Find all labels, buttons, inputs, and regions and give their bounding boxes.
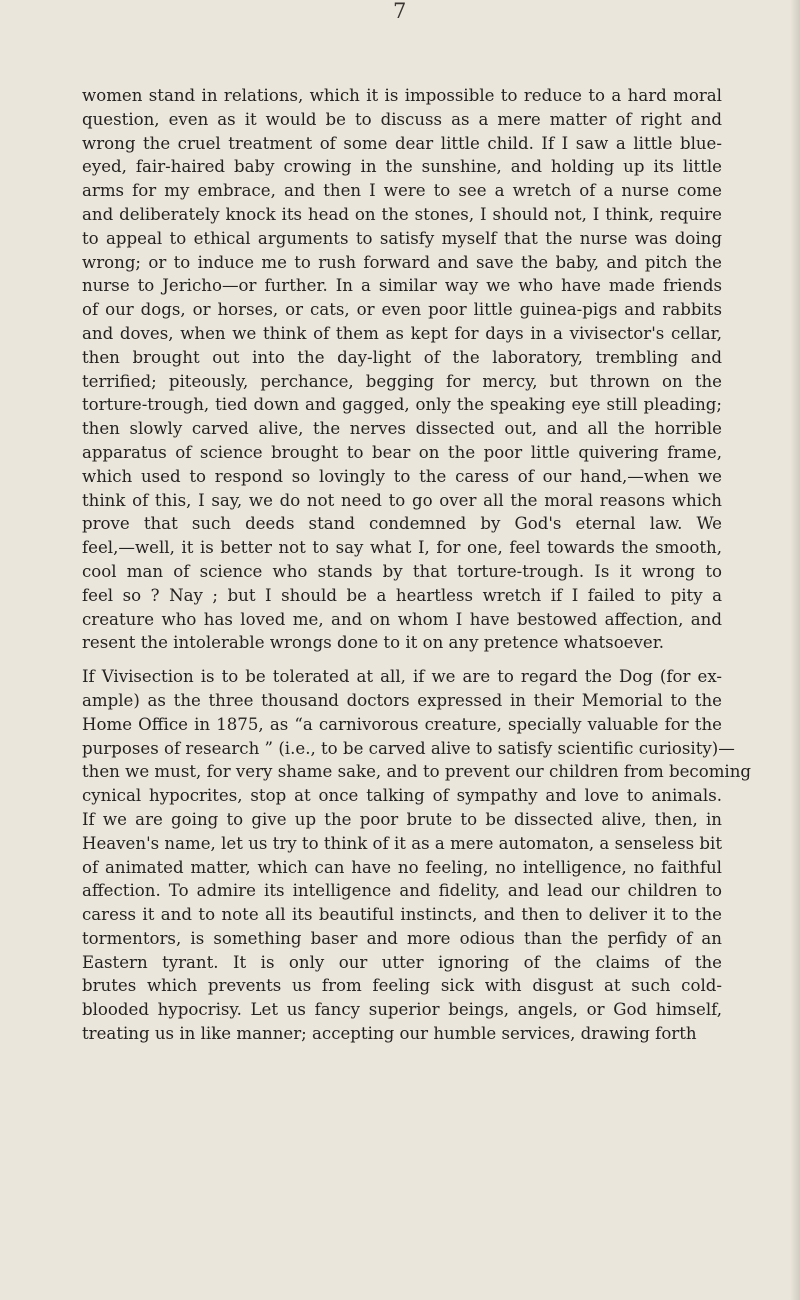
- text-line: Heaven's name, let us try to think of it as a mere automaton, a senseless bit: [82, 833, 722, 853]
- text-line: cool man of science who stands by that torture-trough. Is it wrong to: [82, 561, 722, 581]
- text-line: brutes which prevents us from feeling sick with disgust at such cold-: [82, 976, 722, 996]
- text-line: creature who has loved me, and on whom I have bestowed affection, and: [82, 609, 722, 629]
- text-line: apparatus of science brought to bear on the poor little quivering frame,: [82, 442, 722, 462]
- text-line: wrong; or to induce me to rush forward and save the baby, and pitch the: [82, 252, 722, 272]
- text-line: ample) as the three thousand doctors expressed in their Memorial to the: [82, 690, 722, 710]
- text-line: then slowly carved alive, the nerves dissected out, and all the horrible: [82, 419, 722, 439]
- text-line: wrong the cruel treatment of some dear little child. If I saw a little blue-: [82, 133, 722, 153]
- text-line: blooded hypocrisy. Let us fancy superior beings, angels, or God himself,: [82, 1000, 722, 1020]
- text-line: resent the intolerable wrongs done to it on any pretence whatsoever.: [82, 633, 665, 653]
- text-line: nurse to Jericho—or further. In a similar way we who have made friends: [82, 276, 722, 296]
- text-line: then we must, for very shame sake, and to prevent our children from becoming: [82, 762, 752, 782]
- text-line: Eastern tyrant. It is only our utter ignoring of the claims of the: [82, 952, 722, 972]
- text-line: treating us in like manner; accepting our humble services, drawing forth: [82, 1024, 697, 1044]
- text-line: to appeal to ethical arguments to satisfy myself that the nurse was doing: [82, 228, 722, 248]
- body-text: [82, 84, 752, 1046]
- text-line: and doves, when we think of them as kept for days in a vivisector's cellar,: [82, 323, 722, 343]
- text-line: If we are going to give up the poor brute to be dissected alive, then, in: [82, 809, 722, 829]
- paragraph-gap: [82, 655, 722, 665]
- scan-edge-shadow: [790, 0, 800, 1300]
- text-line: prove that such deeds stand condemned by God's eternal law. We: [82, 514, 722, 534]
- paragraph: [82, 665, 752, 1046]
- text-line: arms for my embrace, and then I were to see a wretch of a nurse come: [82, 181, 722, 201]
- text-line: of animated matter, which can have no feeling, no intelligence, no faithful: [82, 857, 722, 877]
- text-line: torture-trough, tied down and gagged, only the speaking eye still pleading;: [82, 395, 722, 415]
- text-line: cynical hypocrites, stop at once talking of sympathy and love to animals.: [82, 786, 722, 806]
- text-line: terrified; piteously, perchance, begging for mercy, but thrown on the: [82, 371, 722, 391]
- text-line: women stand in relations, which it is impossible to reduce to a hard moral: [82, 86, 722, 105]
- text-line: and deliberately knock its head on the stones, I should not, I think, require: [82, 204, 722, 224]
- text-line: affection. To admire its intelligence and fidelity, and lead our children to: [82, 881, 722, 901]
- text-line: If Vivisection is to be tolerated at all, if we are to regard the Dog (for ex-: [82, 667, 722, 687]
- text-line: of our dogs, or horses, or cats, or even poor little guinea-pigs and rabbits: [82, 300, 722, 320]
- text-line: Home Office in 1875, as “a carnivorous creature, specially valuable for the: [82, 714, 722, 734]
- text-line: which used to respond so lovingly to the caress of our hand,—when we: [82, 466, 722, 486]
- text-line: feel so ? Nay ; but I should be a heartless wretch if I failed to pity a: [82, 585, 722, 605]
- page-number: 7: [393, 0, 407, 23]
- text-line: purposes of research ” (i.e., to be carved alive to satisfy scientific curiosity)—: [82, 738, 735, 758]
- text-line: think of this, I say, we do not need to go over all the moral reasons which: [82, 490, 722, 510]
- paragraph: [82, 84, 722, 655]
- text-line: feel,—well, it is better not to say what I, for one, feel towards the smooth,: [82, 538, 722, 558]
- text-line: eyed, fair-haired baby crowing in the sunshine, and holding up its little: [82, 157, 722, 177]
- text-line: caress it and to note all its beautiful instincts, and then to deliver it to the: [82, 905, 722, 925]
- text-line: question, even as it would be to discuss as a mere matter of right and: [82, 109, 722, 129]
- text-line: then brought out into the day-light of the laboratory, trembling and: [82, 347, 722, 367]
- text-line: tormentors, is something baser and more odious than the perfidy of an: [82, 928, 722, 948]
